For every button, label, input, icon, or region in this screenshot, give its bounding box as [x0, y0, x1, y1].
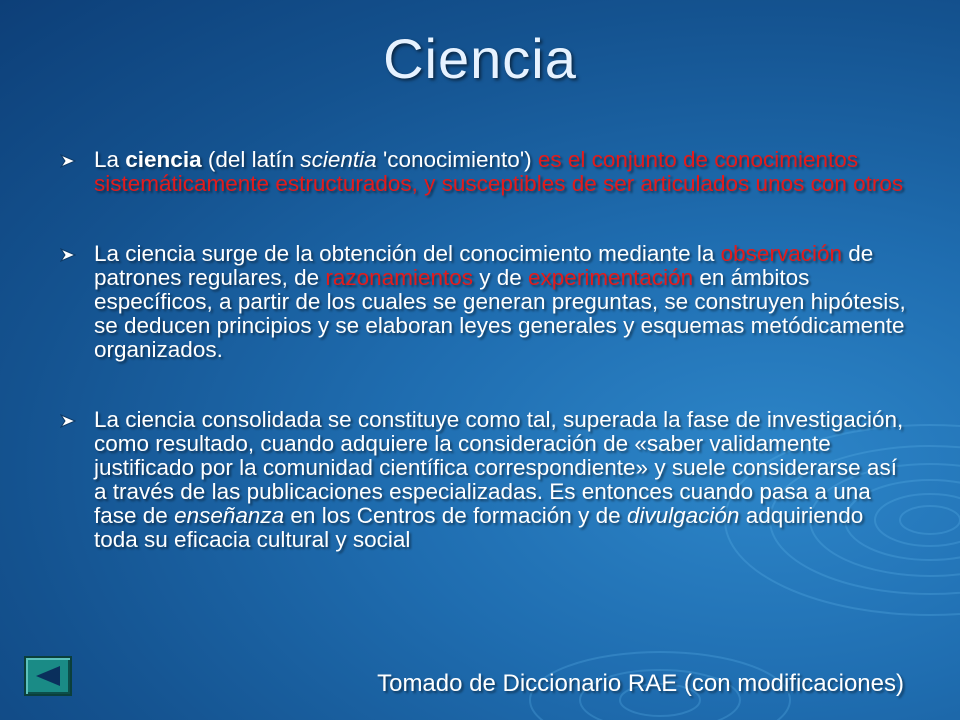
bullet-segment: en los Centros de formación y de [284, 503, 627, 528]
bullet-text [94, 241, 906, 362]
bullet-segment: La ciencia consolidada se constituye como tal, superada la fase de investigación, como resultado, cuando adquiere la consideración de «saber validamente justificado por la comunidad científica correspondiente» y suele considerarse así a través de las publicaciones especializadas. Es entonces cuando pasa a una fase de [94, 407, 904, 528]
bullet-segment: scientia [300, 147, 377, 172]
source-footer: Tomado de Diccionario RAE (con modificaciones) [377, 670, 904, 697]
bullet-list [60, 148, 910, 598]
bullet-segment: divulgación [626, 503, 740, 528]
arrow-triangle-bullet-icon [60, 248, 76, 262]
bullet-segment: y de [473, 265, 529, 290]
arrow-triangle-bullet-icon [60, 414, 76, 428]
bullet-segment: 'conocimiento') [376, 147, 538, 172]
bullet-segment: de patrones regulares, de [94, 241, 874, 290]
bullet-segment: razonamientos [325, 265, 473, 290]
back-triangle-icon [34, 664, 62, 688]
bullet-segment: (del latín [201, 147, 301, 172]
bullet-segment: La [94, 147, 126, 172]
bullet-text [94, 147, 903, 196]
bullet-segment: La ciencia surge de la obtención del conocimiento mediante la [94, 241, 721, 266]
bullet-segment: es el conjunto de conocimientos sistemáticamente estructurados, y susceptibles de ser articulados unos con otros [94, 147, 904, 196]
arrow-triangle-bullet-icon [60, 154, 76, 168]
back-button[interactable] [24, 656, 72, 696]
bullet-segment: ciencia [125, 147, 202, 172]
bullet-item [60, 242, 910, 362]
bullet-segment: observación [720, 241, 842, 266]
bullet-segment: adquiriendo toda su eficacia cultural y social [94, 503, 864, 552]
slide-title: Ciencia [383, 27, 577, 90]
bullet-text [94, 407, 903, 552]
bullet-item [60, 408, 910, 552]
bullet-segment: en ámbitos específicos, a partir de los cuales se generan preguntas, se construyen hipótesis, se deducen principios y se elaboran leyes generales y esquemas metódicamente organizados. [94, 265, 906, 362]
bullet-item [60, 148, 910, 196]
bullet-segment: enseñanza [174, 503, 285, 528]
bullet-segment: experimentación [528, 265, 694, 290]
